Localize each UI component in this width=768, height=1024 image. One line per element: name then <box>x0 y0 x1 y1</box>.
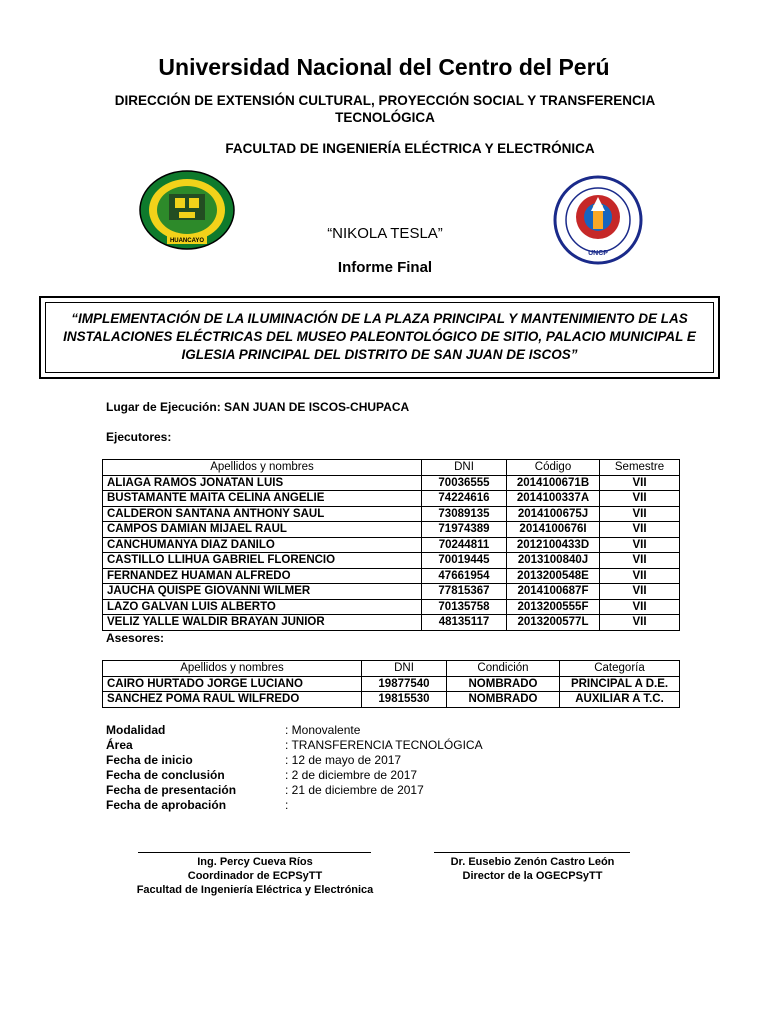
signature-left-org: Facultad de Ingeniería Eléctrica y Electrónica <box>136 884 374 896</box>
cell-name: LAZO GALVAN LUIS ALBERTO <box>103 599 422 615</box>
signature-right <box>400 855 665 883</box>
signature-left-role: Coordinador de ECPSyTT <box>187 870 323 882</box>
cell-name: CALDERON SANTANA ANTHONY SAUL <box>103 506 422 522</box>
cell-name: SANCHEZ POMA RAUL WILFREDO <box>103 692 362 708</box>
cell-name: ALIAGA RAMOS JONATAN LUIS <box>103 475 422 491</box>
cell-semester: VII <box>600 506 680 522</box>
table-header-row <box>103 661 680 677</box>
table-row <box>103 599 680 615</box>
cell-condition: NOMBRADO <box>447 676 560 692</box>
faculty-seal <box>553 175 643 265</box>
cell-name: CASTILLO LLIHUA GABRIEL FLORENCIO <box>103 553 422 569</box>
cell-name: FERNANDEZ HUAMAN ALFREDO <box>103 568 422 584</box>
right-logo-text: UNCP <box>588 250 608 257</box>
advisors-table <box>102 660 680 708</box>
cell-dni: 73089135 <box>422 506 507 522</box>
executors-table <box>102 459 680 631</box>
table-row <box>103 522 680 538</box>
signature-line-left <box>138 852 371 853</box>
cell-code: 2014100676I <box>507 522 600 538</box>
cell-name: BUSTAMANTE MAITA CELINA ANGELIE <box>103 491 422 507</box>
advisors-label: Asesores: <box>106 631 165 645</box>
cell-code: 2014100675J <box>507 506 600 522</box>
cell-name: CAIRO HURTADO JORGE LUCIANO <box>103 676 362 692</box>
cell-name: VELIZ YALLE WALDIR BRAYAN JUNIOR <box>103 615 422 631</box>
detail-value: : <box>285 798 289 812</box>
cell-dni: 70135758 <box>422 599 507 615</box>
detail-value: : 21 de diciembre de 2017 <box>285 783 424 797</box>
report-type: Informe Final <box>337 259 433 276</box>
cell-code: 2013200548E <box>507 568 600 584</box>
signature-left-name: Ing. Percy Cueva Ríos <box>197 856 313 868</box>
project-title-frame <box>39 296 720 379</box>
cell-dni: 74224616 <box>422 491 507 507</box>
cell-dni: 48135117 <box>422 615 507 631</box>
signature-left <box>100 855 410 897</box>
table-row <box>103 506 680 522</box>
col-header-dni: DNI <box>422 460 507 476</box>
cell-semester: VII <box>600 568 680 584</box>
faculty-subtitle: FACULTAD DE INGENIERÍA ELÉCTRICA Y ELECTRÓNICA <box>225 141 595 156</box>
table-row <box>103 475 680 491</box>
signature-right-role: Director de la OGECPSyTT <box>462 870 603 882</box>
cell-dni: 70036555 <box>422 475 507 491</box>
cell-semester: VII <box>600 584 680 600</box>
cell-dni: 77815367 <box>422 584 507 600</box>
signature-right-name: Dr. Eusebio Zenón Castro León <box>450 856 615 868</box>
cell-dni: 70244811 <box>422 537 507 553</box>
col-header-dni: DNI <box>362 661 447 677</box>
executors-label: Ejecutores: <box>106 430 172 444</box>
cell-semester: VII <box>600 615 680 631</box>
detail-key: Fecha de presentación <box>106 783 237 797</box>
cell-semester: VII <box>600 599 680 615</box>
detail-key: Fecha de aprobación <box>106 798 227 812</box>
detail-value: : 12 de mayo de 2017 <box>285 753 402 767</box>
location-label: Lugar de Ejecución: SAN JUAN DE ISCOS-CHUPACA <box>106 400 410 414</box>
detail-key: Modalidad <box>106 723 166 737</box>
cell-semester: VII <box>600 522 680 538</box>
cell-condition: NOMBRADO <box>447 692 560 708</box>
detail-value: : TRANSFERENCIA TECNOLÓGICA <box>285 738 483 752</box>
cell-dni: 71974389 <box>422 522 507 538</box>
cell-semester: VII <box>600 475 680 491</box>
university-title: Universidad Nacional del Centro del Perú <box>158 54 610 80</box>
cell-dni: 19815530 <box>362 692 447 708</box>
direction-subtitle: DIRECCIÓN DE EXTENSIÓN CULTURAL, PROYECCIÓN SOCIAL Y TRANSFERENCIA TECNOLÓGICA <box>114 93 656 125</box>
cell-code: 2014100687F <box>507 584 600 600</box>
table-row <box>103 491 680 507</box>
university-logo <box>139 170 235 250</box>
cell-dni: 19877540 <box>362 676 447 692</box>
col-header-name: Apellidos y nombres <box>103 460 422 476</box>
col-header-name: Apellidos y nombres <box>103 661 362 677</box>
project-name: “NIKOLA TESLA” <box>327 225 443 242</box>
table-row <box>103 584 680 600</box>
cell-semester: VII <box>600 537 680 553</box>
cell-name: JAUCHA QUISPE GIOVANNI WILMER <box>103 584 422 600</box>
table-row <box>103 553 680 569</box>
table-row <box>103 568 680 584</box>
table-row <box>103 537 680 553</box>
cell-code: 2012100433D <box>507 537 600 553</box>
cell-code: 2014100671B <box>507 475 600 491</box>
cell-semester: VII <box>600 491 680 507</box>
project-title: “IMPLEMENTACIÓN DE LA ILUMINACIÓN DE LA PLAZA PRINCIPAL Y MANTENIMIENTO DE LAS INSTALACIONES ELÉCTRICAS DEL MUSEO PALEONTOLÓGICO DE SITIO, PALACIO MUNICIPAL E IGLESIA PRINCIPAL DEL DISTRITO DE SAN JUAN DE ISCOS” <box>63 311 696 362</box>
col-header-semester: Semestre <box>600 460 680 476</box>
signature-line-right <box>434 852 630 853</box>
col-header-code: Código <box>507 460 600 476</box>
detail-value: : Monovalente <box>285 723 361 737</box>
table-header-row <box>103 460 680 476</box>
cell-name: CANCHUMANYA DIAZ DANILO <box>103 537 422 553</box>
cell-category: AUXILIAR A T.C. <box>560 692 680 708</box>
cell-code: 2013100840J <box>507 553 600 569</box>
left-logo-text: HUANCAYO <box>169 238 205 244</box>
col-header-category: Categoría <box>560 661 680 677</box>
cell-dni: 47661954 <box>422 568 507 584</box>
cell-semester: VII <box>600 553 680 569</box>
detail-key: Área <box>106 738 133 752</box>
table-row <box>103 692 680 708</box>
detail-key: Fecha de conclusión <box>106 768 225 782</box>
cell-code: 2013200555F <box>507 599 600 615</box>
cell-code: 2014100337A <box>507 491 600 507</box>
table-row <box>103 676 680 692</box>
cell-category: PRINCIPAL A D.E. <box>560 676 680 692</box>
cell-name: CAMPOS DAMIAN MIJAEL RAUL <box>103 522 422 538</box>
col-header-condition: Condición <box>447 661 560 677</box>
detail-key: Fecha de inicio <box>106 753 193 767</box>
cell-dni: 70019445 <box>422 553 507 569</box>
table-row <box>103 615 680 631</box>
cell-code: 2013200577L <box>507 615 600 631</box>
detail-value: : 2 de diciembre de 2017 <box>285 768 418 782</box>
